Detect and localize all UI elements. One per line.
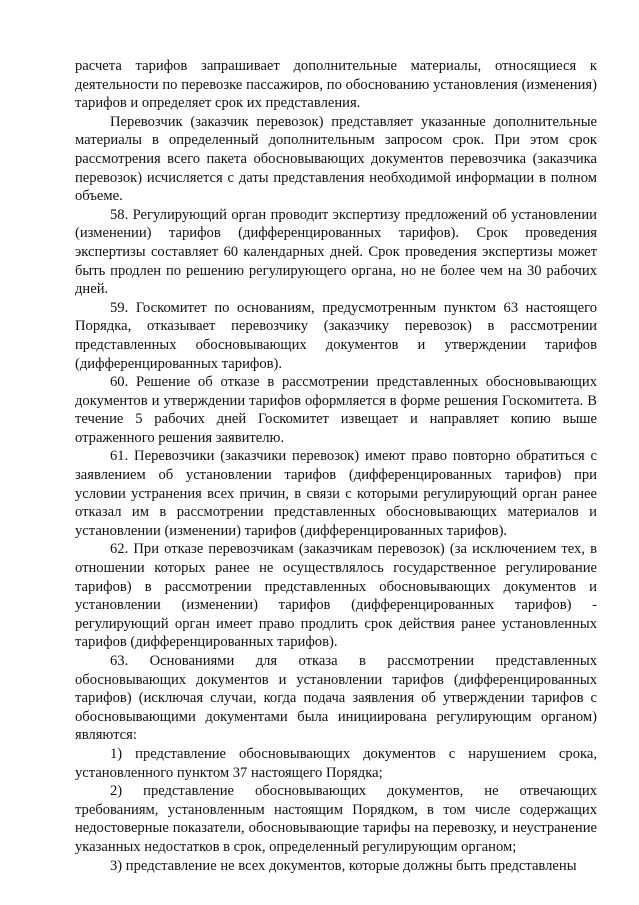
paragraph-63-item-1: 1) представление обосновывающих документов с нарушением срока, установленного пунктом 37 настоящего Порядка; xyxy=(75,745,597,781)
paragraph-63-item-2: 2) представление обосновывающих документов, не отвечающих требованиям, установленным настоящим Порядком, в том числе содержащих недостоверные показатели, обосновывающие тарифы на перевозку, и неустранение указанных недостатков в срок, определенный регулирующим органом; xyxy=(75,783,597,855)
paragraph-59: 59. Госкомитет по основаниям, предусмотренным пунктом 63 настоящего Порядка, отказывает перевозчику (заказчику перевозок) в рассмотрении представленных обосновывающих документов и утверждении тарифов (дифференцированных тарифов). xyxy=(75,299,597,372)
paragraph-62: 62. При отказе перевозчикам (заказчикам перевозок) (за исключением тех, в отношении которых ранее не осуществлялось государственное регулирование тарифов) в рассмотрении представленных обосновывающих документов и установлении (изменении) тарифов (дифференцированных тарифов) - регулирующий орган имеет право продлить срок действия ранее установленных тарифов (дифференцированных тарифов). xyxy=(75,541,597,651)
paragraph-63-item-3: 3) представление не всех документов, которые должны быть представлены xyxy=(110,857,577,874)
paragraph-63: 63. Основаниями для отказа в рассмотрении представленных обосновывающих документов и установлении тарифов (дифференцированных тарифов) (исключая случаи, когда подача заявления об утверждении тарифов с обосновывающими документами была инициирована регулирующим органом) являются: xyxy=(75,653,597,744)
paragraph-continuation: расчета тарифов запрашивает дополнительные материалы, относящиеся к деятельности по перевозке пассажиров, по обоснованию установления (изменения) тарифов и определяет срок их представления. xyxy=(75,58,597,112)
paragraph-carrier-materials: Перевозчик (заказчик перевозок) представляет указанные дополнительные материалы в определенный дополнительным запросом срок. При этом срок рассмотрения всего пакета обосновывающих документов перевозчика (заказчика перевозок) исчисляется с даты представления необходимой информации в полном объеме. xyxy=(75,113,597,205)
paragraph-60: 60. Решение об отказе в рассмотрении представленных обосновывающих документов и утверждении тарифов оформляется в форме решения Госкомитета. В течение 5 рабочих дней Госкомитет извещает и направляет копию выше отраженного решения заявителю. xyxy=(75,374,597,446)
paragraph-58: 58. Регулирующий орган проводит экспертизу предложений об установлении (изменении) тарифов (дифференцированных тарифов). Срок проведения экспертизы составляет 60 календарных дней. Срок проведения экспертизы может быть продлен по решению регулирующего органа, но не более чем на 30 рабочих дней. xyxy=(75,206,597,298)
document-page xyxy=(75,57,597,875)
paragraph-61: 61. Перевозчики (заказчики перевозок) имеют право повторно обратиться с заявлением об установлении тарифов (дифференцированных тарифов) при условии устранения всех причин, в связи с которыми регулирующий орган ранее отказал им в рассмотрении представленных обосновывающих материалов и установлении (изменении) тарифов (дифференцированных тарифов). xyxy=(75,448,597,539)
